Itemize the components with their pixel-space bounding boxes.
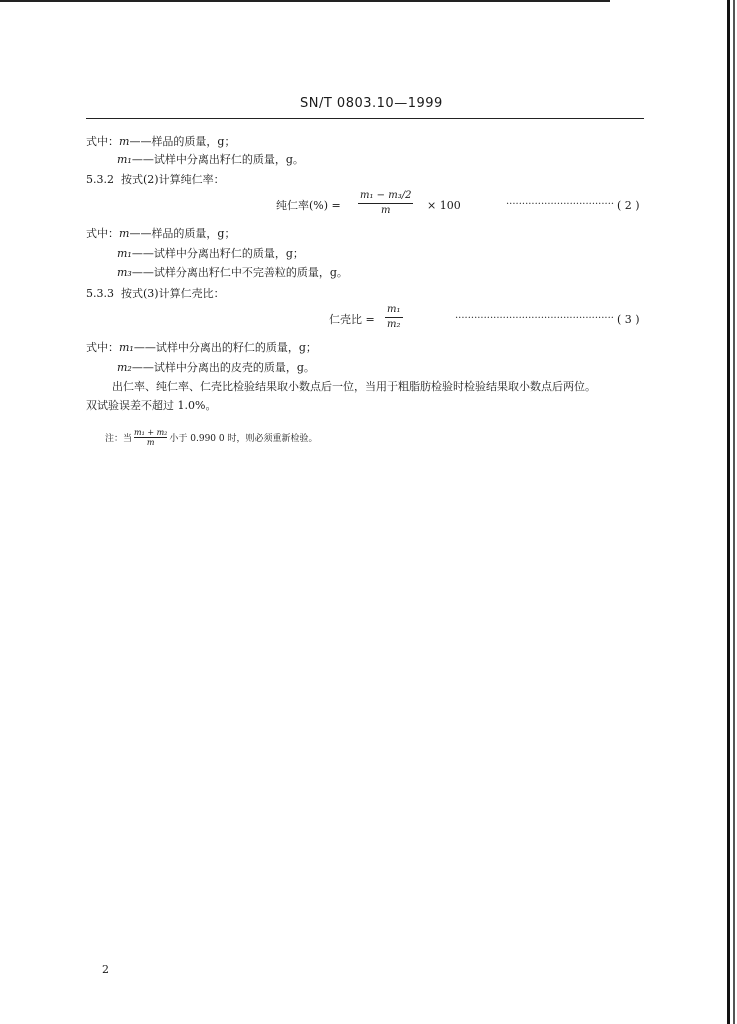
scan-edge-top <box>0 0 610 2</box>
note-numerator: m₁ + m₂ <box>134 428 168 437</box>
where-line-m <box>86 135 235 149</box>
section-number: 5.3.2 <box>86 173 114 186</box>
formula-3-denominator: m₂ <box>387 319 401 330</box>
def-m1: ——试样中分离出的籽仁的质量，g； <box>133 341 317 354</box>
tolerance-paragraph: 双试验误差不超过 1.0%。 <box>86 399 217 412</box>
def-m: ——样品的质量，g； <box>129 135 236 148</box>
where-line-533-m1 <box>86 341 317 355</box>
var-m: m <box>119 227 130 240</box>
formula-2-denominator: m <box>380 205 391 216</box>
result-rounding-paragraph: 出仁率、纯仁率、仁壳比检验结果取小数点后一位，当用于粗脂肪检验时检验结果取小数点后两位。 <box>112 380 596 393</box>
var-m1: m₁ <box>117 153 132 166</box>
section-5-3-3-heading <box>86 287 225 301</box>
where-line-532-m3 <box>117 266 348 280</box>
note-prefix: 注：当 <box>105 434 133 444</box>
formula-2-fraction <box>358 190 413 217</box>
scan-edge-right-shadow <box>733 0 735 1024</box>
header-rule <box>86 118 644 119</box>
fraction-bar <box>385 317 403 318</box>
def-m2: ——试样中分离出的皮壳的质量，g。 <box>131 361 315 374</box>
formula-2-leader-dots: ·································· <box>506 199 615 210</box>
where-line-533-m2 <box>117 361 315 375</box>
def-m: ——样品的质量，g； <box>129 227 236 240</box>
equation-number-2: ( 2 ) <box>617 199 640 212</box>
note-fraction <box>134 428 167 447</box>
formula-3-numerator: m₁ <box>387 304 401 315</box>
var-m3: m₃ <box>117 266 132 279</box>
section-title: 按式(3)计算仁壳比： <box>121 287 225 300</box>
scan-edge-right <box>727 0 730 1024</box>
section-title: 按式(2)计算纯仁率： <box>121 173 225 186</box>
section-5-3-2-heading <box>86 173 225 187</box>
standard-code-header: SN/T 0803.10—1999 <box>300 96 443 111</box>
def-m3: ——试样分离出籽仁中不完善粒的质量，g。 <box>131 266 348 279</box>
where-line-532-m1 <box>117 247 304 261</box>
where-label: 式中： <box>86 341 119 354</box>
var-m1: m₁ <box>117 247 132 260</box>
def-m1: ——试样中分离出籽仁的质量，g。 <box>131 153 304 166</box>
formula-3-leader-dots: ·················································· <box>455 313 614 324</box>
var-m: m <box>119 135 130 148</box>
page-number: 2 <box>102 963 109 976</box>
where-line-m1 <box>117 153 304 167</box>
note-suffix: 小于 0.990 0 时，则必须重新检验。 <box>169 434 318 444</box>
note <box>105 428 317 447</box>
var-m1: m₁ <box>119 341 134 354</box>
formula-2-numerator: m₁ − m₃/2 <box>360 190 412 201</box>
fraction-bar <box>358 203 413 204</box>
note-denominator: m <box>146 438 155 447</box>
where-label: 式中： <box>86 227 119 240</box>
def-m1: ——试样中分离出籽仁的质量，g； <box>131 247 304 260</box>
formula-2-left: 纯仁率(%) = <box>276 199 341 212</box>
where-line-532-m <box>86 227 235 241</box>
section-number: 5.3.3 <box>86 287 114 300</box>
equation-number-3: ( 3 ) <box>617 313 640 326</box>
formula-2-multiplier: × 100 <box>427 199 461 212</box>
var-m2: m₂ <box>117 361 132 374</box>
formula-3-fraction <box>385 304 403 331</box>
formula-3-left: 仁壳比 = <box>329 313 375 326</box>
where-label: 式中： <box>86 135 119 148</box>
